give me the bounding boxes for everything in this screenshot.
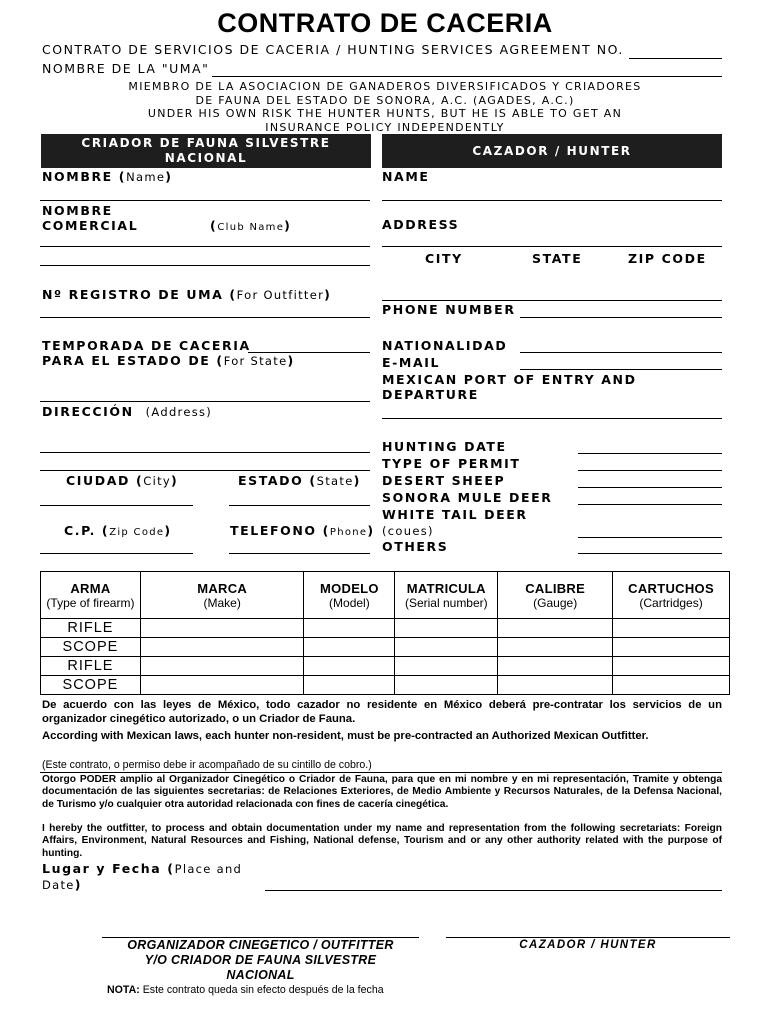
cell-input[interactable] — [613, 657, 730, 676]
cell-input[interactable] — [395, 638, 498, 657]
row-type: SCOPE — [41, 638, 141, 657]
phone-field[interactable] — [520, 317, 722, 318]
place-date-field[interactable] — [265, 890, 722, 891]
nationality-label: NATIONALIDAD — [382, 338, 508, 353]
table-row — [41, 657, 730, 676]
others-field[interactable] — [578, 553, 722, 554]
hunter-signature-label: CAZADOR / HUNTER — [519, 939, 657, 951]
cell-input[interactable] — [304, 619, 395, 638]
cell-input[interactable] — [140, 676, 304, 695]
cell-input[interactable] — [613, 619, 730, 638]
permit-label: TYPE OF PERMIT — [382, 456, 521, 471]
temporada-label: TEMPORADA DE CACERIA PARA EL ESTADO DE (For State) — [42, 338, 295, 368]
cell-input[interactable] — [395, 619, 498, 638]
row-type: SCOPE — [41, 676, 141, 695]
state-label: STATE — [532, 251, 583, 266]
col-calibre: CALIBRE (Gauge) — [498, 572, 613, 619]
table-row — [41, 638, 730, 657]
divider — [40, 772, 722, 773]
col-marca: MARCA (Make) — [140, 572, 304, 619]
port-field[interactable] — [382, 418, 722, 419]
legal-paragraph-es: De acuerdo con las leyes de México, todo cazador no residente en México deberá pre-contratar los servicios de un organizador cinegético autorizado, o un Criador de Fauna. — [42, 699, 722, 725]
nationality-field[interactable] — [520, 352, 722, 353]
uma-name-field[interactable] — [212, 76, 722, 77]
mule-deer-label: SONORA MULE DEER — [382, 490, 553, 505]
row-type: RIFLE — [41, 619, 141, 638]
col-modelo: MODELO (Model) — [304, 572, 395, 619]
port-label: MEXICAN PORT OF ENTRY AND DEPARTURE — [382, 372, 637, 402]
hunter-name-field[interactable] — [382, 200, 722, 201]
direccion-label: DIRECCIÓN (Address) — [42, 404, 213, 419]
cell-input[interactable] — [498, 638, 613, 657]
whitetail-label: WHITE TAIL DEER — [382, 507, 528, 522]
member-line: DE FAUNA DEL ESTADO DE SONORA, A.C. (AGADES, A.C.) — [195, 93, 575, 107]
table-row — [41, 676, 730, 695]
mule-deer-field[interactable] — [578, 504, 722, 505]
ciudad-field[interactable] — [40, 505, 193, 506]
col-cartuchos: CARTUCHOS (Cartridges) — [613, 572, 730, 619]
outfitter-header-line1: CRIADOR DE FAUNA SILVESTRE — [81, 136, 331, 150]
row-type: RIFLE — [41, 657, 141, 676]
hunter-address-label: ADDRESS — [382, 217, 460, 232]
nota: NOTA: Este contrato queda sin efecto después de la fecha — [107, 984, 384, 996]
table-header-row — [41, 572, 730, 619]
legal-paragraph-en: According with Mexican laws, each hunter non-resident, must be pre-contracted an Authorized Mexican Outfitter. — [42, 730, 649, 742]
col-matricula: MATRICULA (Serial number) — [395, 572, 498, 619]
member-line: UNDER HIS OWN RISK THE HUNTER HUNTS, BUT HE IS ABLE TO GET AN — [147, 107, 623, 120]
col-arma: ARMA (Type of firearm) — [41, 572, 141, 619]
cell-input[interactable] — [140, 638, 304, 657]
member-notice — [0, 80, 770, 134]
cell-input[interactable] — [140, 619, 304, 638]
telefono-field[interactable] — [229, 553, 370, 554]
coues-label: (coues) — [382, 524, 434, 538]
member-line: INSURANCE POLICY INDEPENDENTLY — [265, 120, 505, 134]
power-paragraph-es: Otorgo PODER amplio al Organizador Cinegético o Criador de Fauna, para que en mi nombre y en mi representación, Tramite y obtenga documentación de las siguientes secretarias: de Relaciones Exteriores, de Medio Ambiente y Recursos Naturales, de la Defensa Nacional, de Turismo y/o cualquier otra autoridad relacionada con fines de cacería cinegética. — [42, 774, 722, 810]
ciudad-label: CIUDAD (City) — [66, 473, 179, 488]
table-row — [41, 619, 730, 638]
phone-label: PHONE NUMBER — [382, 302, 516, 317]
temporada-field[interactable] — [248, 352, 370, 353]
temporada-field-2[interactable] — [40, 401, 370, 402]
cell-input[interactable] — [304, 676, 395, 695]
whitetail-field[interactable] — [578, 537, 722, 538]
firearms-table — [40, 571, 730, 695]
zip-label: ZIP CODE — [628, 251, 707, 266]
cell-input[interactable] — [395, 657, 498, 676]
estado-label: ESTADO (State) — [238, 473, 361, 488]
hunting-date-label: HUNTING DATE — [382, 439, 507, 454]
cell-input[interactable] — [395, 676, 498, 695]
desert-sheep-field[interactable] — [578, 487, 722, 488]
email-label: E-MAIL — [382, 355, 441, 370]
registro-label: Nº REGISTRO DE UMA (For Outfitter) — [42, 287, 332, 302]
subtitle: CONTRATO DE SERVICIOS DE CACERIA / HUNTING SERVICES AGREEMENT NO. — [42, 42, 624, 57]
cp-label: C.P. (Zip Code) — [64, 523, 172, 538]
comercial-label: NOMBRE COMERCIAL — [42, 203, 139, 233]
cell-input[interactable] — [304, 657, 395, 676]
desert-sheep-label: DESERT SHEEP — [382, 473, 506, 488]
power-paragraph-en: I hereby the outfitter, to process and obtain documentation under my name and representation from the following secretariats: Foreign Affairs, Environment, Natural Resources and Fishing, National defense, Tourism and or any other authority related with the purpose of hunting. — [42, 823, 722, 859]
hunter-name-label: NAME — [382, 169, 430, 184]
comercial-field[interactable] — [40, 246, 370, 247]
cell-input[interactable] — [498, 657, 613, 676]
cell-input[interactable] — [613, 638, 730, 657]
hunting-date-field[interactable] — [578, 453, 722, 454]
comercial-field-2[interactable] — [40, 265, 370, 266]
cell-input[interactable] — [140, 657, 304, 676]
direccion-field-2[interactable] — [40, 470, 370, 471]
direccion-field[interactable] — [40, 452, 370, 453]
hunter-header — [382, 134, 722, 168]
cell-input[interactable] — [304, 638, 395, 657]
member-line: MIEMBRO DE LA ASOCIACION DE GANADEROS DIVERSIFICADOS Y CRIADORES — [128, 80, 642, 93]
outfitter-header-line2: NACIONAL — [164, 151, 248, 165]
uma-label: NOMBRE DE LA "UMA" — [42, 61, 210, 76]
outfitter-header — [41, 134, 371, 168]
place-date-label: Lugar y Fecha (Place and Date) — [42, 861, 243, 892]
page-title: CONTRATO DE CACERIA — [217, 8, 553, 38]
others-label: OTHERS — [382, 539, 449, 554]
city-label: CITY — [425, 251, 463, 266]
city-state-zip-field[interactable] — [382, 300, 722, 301]
email-field[interactable] — [520, 369, 722, 370]
receipt-note: (Este contrato, o permiso debe ir acompañado de su cintillo de cobro.) — [42, 759, 372, 771]
estado-field[interactable] — [229, 505, 370, 506]
hunter-address-field[interactable] — [382, 246, 722, 247]
club-name-label: (Club Name) — [210, 218, 292, 233]
registro-field[interactable] — [40, 317, 370, 318]
nombre-label: NOMBRE (Name) — [42, 169, 173, 184]
hunter-header-label: CAZADOR / HUNTER — [472, 143, 632, 158]
cp-field[interactable] — [40, 553, 193, 554]
cell-input[interactable] — [498, 619, 613, 638]
telefono-label: TELEFONO (Phone) — [230, 523, 375, 538]
agreement-number-field[interactable] — [629, 58, 722, 59]
permit-field[interactable] — [578, 470, 722, 471]
nombre-field[interactable] — [40, 200, 370, 201]
cell-input[interactable] — [613, 676, 730, 695]
cell-input[interactable] — [498, 676, 613, 695]
outfitter-signature-label: ORGANIZADOR CINEGETICO / OUTFITTER Y/O CRIADOR DE FAUNA SILVESTRE NACIONAL — [127, 938, 394, 982]
